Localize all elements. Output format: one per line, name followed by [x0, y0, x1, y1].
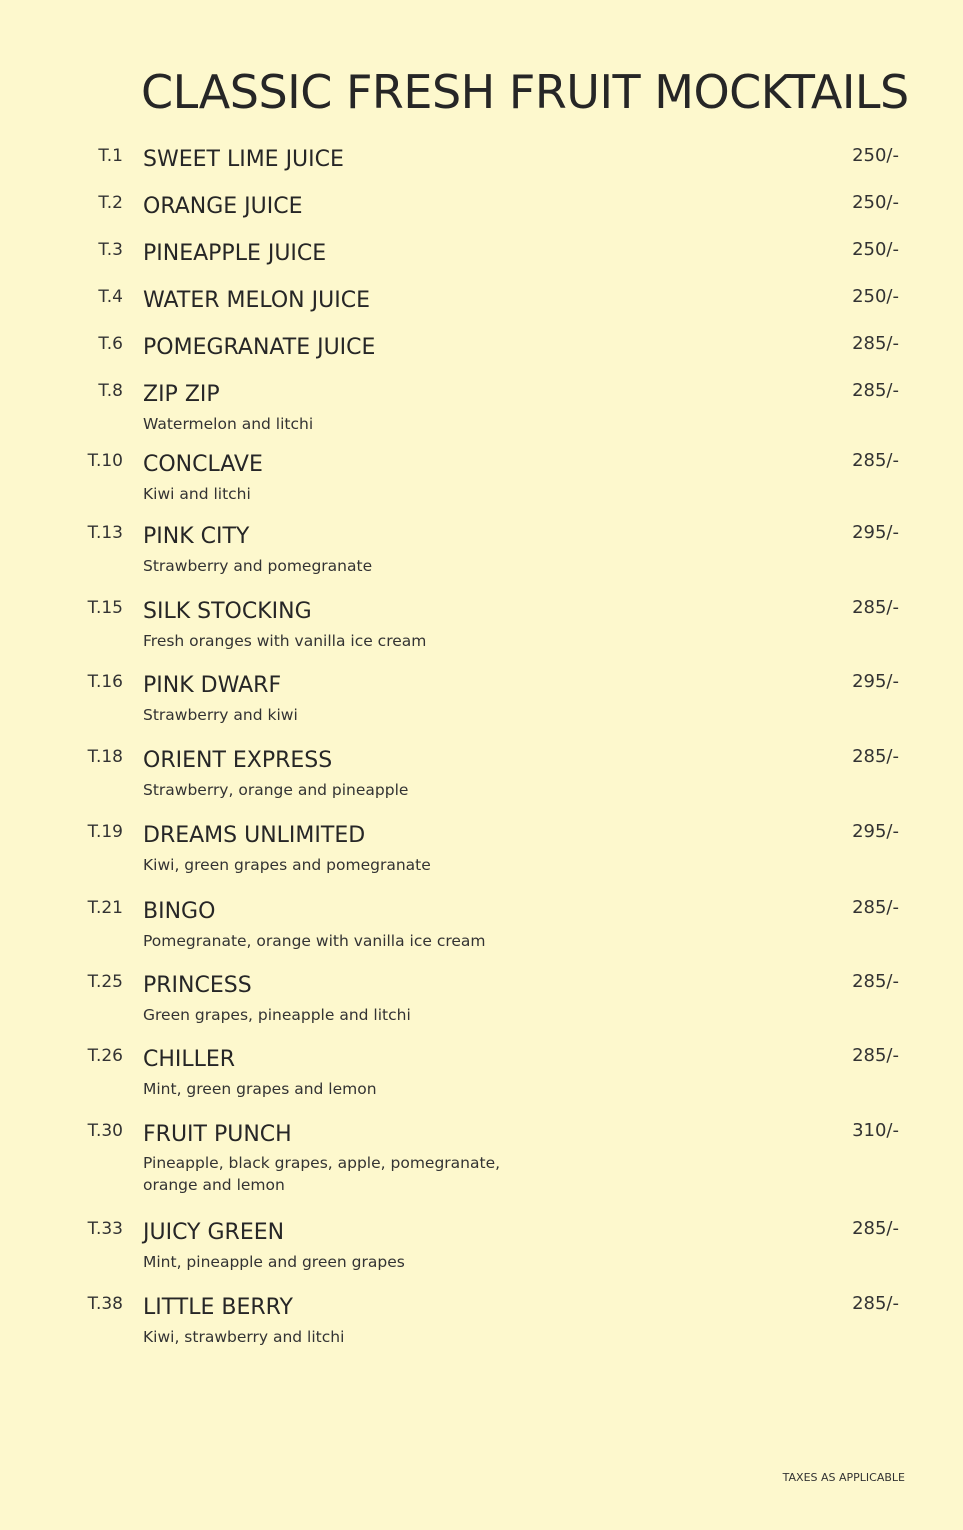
- item-description: Strawberry, orange and pineapple: [143, 781, 409, 799]
- item-name: ORIENT EXPRESS: [143, 748, 333, 773]
- item-name: PINEAPPLE JUICE: [143, 241, 327, 266]
- item-price: 295/-: [852, 821, 899, 842]
- item-code: T.38: [87, 1294, 123, 1314]
- item-name: CONCLAVE: [143, 452, 263, 477]
- item-name: FRUIT PUNCH: [143, 1122, 292, 1147]
- item-price: 285/-: [852, 597, 899, 618]
- item-description: Kiwi, green grapes and pomegranate: [143, 856, 431, 874]
- item-name: ORANGE JUICE: [143, 194, 303, 219]
- item-code: T.19: [87, 822, 123, 842]
- item-code: T.25: [87, 972, 123, 992]
- page-title: CLASSIC FRESH FRUIT MOCKTAILS: [141, 65, 909, 119]
- item-description: Strawberry and kiwi: [143, 706, 298, 724]
- item-name: JUICY GREEN: [143, 1220, 285, 1245]
- item-code: T.4: [98, 287, 123, 307]
- item-name: LITTLE BERRY: [143, 1295, 293, 1320]
- item-description: Pineapple, black grapes, apple, pomegranate, orange and lemon: [143, 1154, 501, 1194]
- item-name: ZIP ZIP: [143, 382, 220, 407]
- item-description: Kiwi and litchi: [143, 485, 251, 503]
- item-price: 285/-: [852, 746, 899, 767]
- item-name: DREAMS UNLIMITED: [143, 823, 366, 848]
- item-description: Watermelon and litchi: [143, 415, 314, 433]
- item-description: Mint, pineapple and green grapes: [143, 1253, 405, 1271]
- item-name: SWEET LIME JUICE: [143, 147, 344, 172]
- item-code: T.30: [87, 1121, 123, 1141]
- item-price: 250/-: [852, 286, 899, 307]
- item-code: T.2: [98, 193, 123, 213]
- item-name: WATER MELON JUICE: [143, 288, 370, 313]
- item-name: PINK CITY: [143, 524, 250, 549]
- item-price: 285/-: [852, 450, 899, 471]
- item-name: BINGO: [143, 899, 216, 924]
- item-code: T.6: [98, 334, 123, 354]
- item-code: T.16: [87, 672, 123, 692]
- item-description: Fresh oranges with vanilla ice cream: [143, 632, 427, 650]
- item-code: T.21: [87, 898, 123, 918]
- item-price: 250/-: [852, 145, 899, 166]
- item-description: Mint, green grapes and lemon: [143, 1080, 377, 1098]
- item-price: 310/-: [852, 1120, 899, 1141]
- item-code: T.15: [87, 598, 123, 618]
- item-code: T.8: [98, 381, 123, 401]
- item-price: 285/-: [852, 897, 899, 918]
- item-name: PRINCESS: [143, 973, 252, 998]
- item-price: 285/-: [852, 971, 899, 992]
- item-code: T.13: [87, 523, 123, 543]
- item-description: Kiwi, strawberry and litchi: [143, 1328, 345, 1346]
- item-price: 250/-: [852, 192, 899, 213]
- item-price: 250/-: [852, 239, 899, 260]
- item-code: T.33: [87, 1219, 123, 1239]
- item-name: POMEGRANATE JUICE: [143, 335, 376, 360]
- item-price: 285/-: [852, 380, 899, 401]
- item-price: 285/-: [852, 1045, 899, 1066]
- item-name: CHILLER: [143, 1047, 236, 1072]
- item-price: 285/-: [852, 1293, 899, 1314]
- item-code: T.10: [87, 451, 123, 471]
- item-code: T.1: [98, 146, 123, 166]
- item-description: Pomegranate, orange with vanilla ice cream: [143, 932, 486, 950]
- item-name: PINK DWARF: [143, 673, 282, 698]
- item-code: T.3: [98, 240, 123, 260]
- item-price: 295/-: [852, 522, 899, 543]
- item-name: SILK STOCKING: [143, 599, 312, 624]
- item-price: 285/-: [852, 1218, 899, 1239]
- item-description: Strawberry and pomegranate: [143, 557, 373, 575]
- item-code: T.26: [87, 1046, 123, 1066]
- taxes-note: TAXES AS APPLICABLE: [782, 1471, 905, 1484]
- item-price: 285/-: [852, 333, 899, 354]
- item-price: 295/-: [852, 671, 899, 692]
- item-description: Green grapes, pineapple and litchi: [143, 1006, 411, 1024]
- item-code: T.18: [87, 747, 123, 767]
